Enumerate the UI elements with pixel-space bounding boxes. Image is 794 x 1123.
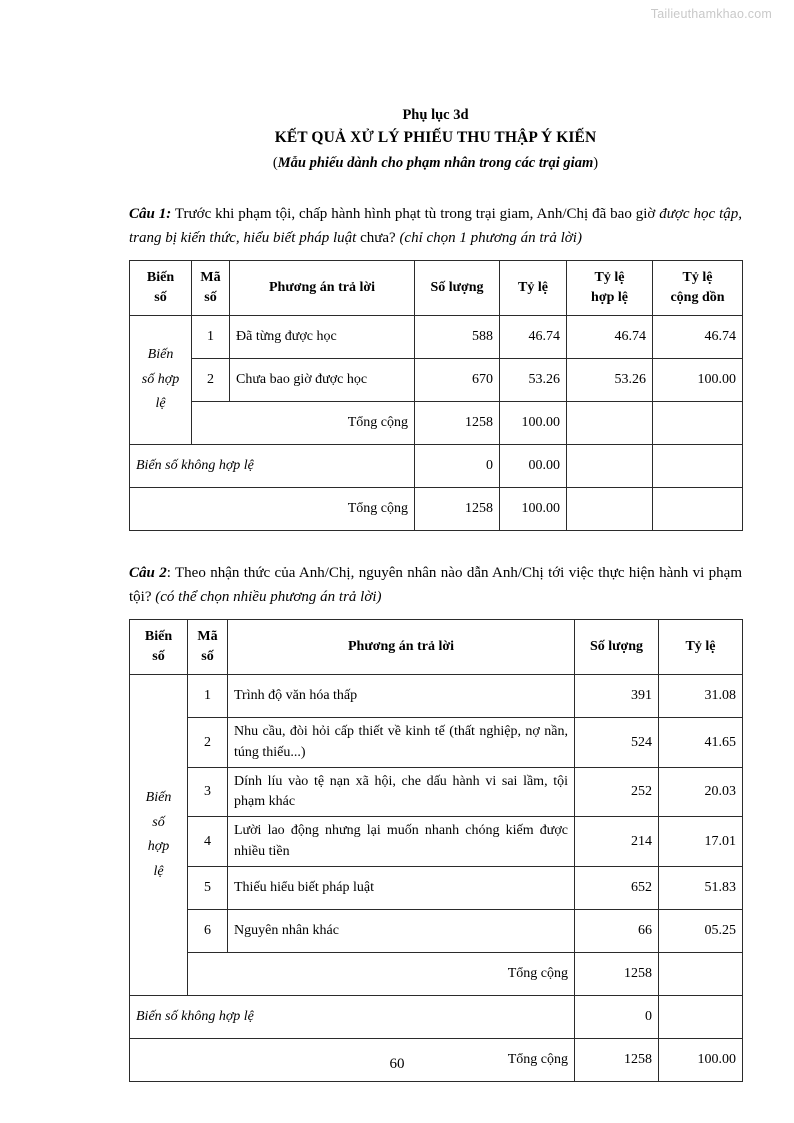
group-label-valid-variable — [130, 316, 192, 445]
th-ma-so — [192, 260, 230, 316]
subtitle-italic-text: Mẫu phiếu dành cho phạm nhân trong các trại giam — [277, 155, 594, 172]
cell-ma-so: 1 — [192, 316, 230, 359]
cell-phuong-an: Nguyên nhân khác — [228, 910, 575, 953]
table-row — [130, 867, 743, 910]
question-1-part2: chưa? — [356, 230, 400, 247]
question-1-text — [129, 202, 742, 251]
invalid-ty-le: 00.00 — [500, 445, 567, 488]
cell-so-luong: 670 — [415, 359, 500, 402]
grandtotal-so-luong: 1258 — [575, 1039, 659, 1082]
cell-ty-le-cong-don: 46.74 — [653, 316, 743, 359]
table-header-row — [130, 619, 743, 675]
subtotal-ty-le-cong-don — [653, 402, 743, 445]
th-bien-so-line1: Biến — [146, 269, 175, 285]
table-grandtotal-row — [130, 488, 743, 531]
th-ty-le-cong-don-line2: cộng dồn — [670, 289, 725, 305]
group-label-line2: số — [152, 814, 165, 830]
cell-ma-so: 5 — [188, 867, 228, 910]
invalid-so-luong: 0 — [575, 996, 659, 1039]
cell-ma-so: 2 — [192, 359, 230, 402]
table-row — [130, 675, 743, 718]
document-content — [129, 104, 742, 1112]
cell-ma-so: 3 — [188, 767, 228, 817]
group-label-valid-variable — [130, 675, 188, 996]
group-label-line3: hợp — [147, 839, 170, 855]
th-ty-le-cong-don-line1: Tỷ lệ — [682, 269, 713, 285]
cell-ty-le-hop-le: 53.26 — [567, 359, 653, 402]
group-label-line2: số hợp — [141, 371, 180, 387]
question-1-italic: được học tập, trang bị kiến thức, hiểu biết pháp luật — [129, 205, 742, 247]
th-phuong-an: Phương án trả lời — [228, 619, 575, 675]
title-block — [129, 104, 742, 176]
invalid-label: Biến số không hợp lệ — [130, 445, 415, 488]
table-subtotal-row — [130, 402, 743, 445]
question-2-part1: : Theo nhận thức của Anh/Chị, nguyên nhân nào dẫn Anh/Chị tới việc thực hiện hành vi phạm tội? — [129, 565, 742, 606]
results-table-question-2 — [129, 619, 743, 1082]
invalid-ty-le-hop-le — [567, 445, 653, 488]
table-subtotal-row — [130, 953, 743, 996]
cell-phuong-an: Lười lao động nhưng lại muốn nhanh chóng kiếm được nhiều tiền — [228, 817, 575, 867]
subtotal-ty-le: 100.00 — [500, 402, 567, 445]
subtotal-ty-le — [659, 953, 743, 996]
group-label-line4: lệ — [153, 863, 164, 879]
question-2-text — [129, 561, 742, 610]
cell-ma-so: 2 — [188, 718, 228, 768]
table-header-row — [130, 260, 743, 316]
subtotal-label: Tổng cộng — [192, 402, 415, 445]
invalid-ty-le — [659, 996, 743, 1039]
th-ty-le-hop-le — [567, 260, 653, 316]
table-row — [130, 817, 743, 867]
watermark-text: Tailieuthamkhao.com — [650, 7, 772, 21]
th-bien-so-line1: Biến — [144, 628, 173, 644]
subtotal-ty-le-hop-le — [567, 402, 653, 445]
question-2-label: Câu 2 — [129, 565, 167, 582]
cell-ty-le: 46.74 — [500, 316, 567, 359]
page-number: 60 — [389, 1056, 405, 1072]
group-label-line1: Biến — [147, 347, 174, 363]
cell-ty-le: 17.01 — [659, 817, 743, 867]
subtitle-close-paren: ) — [593, 155, 599, 172]
cell-ty-le-hop-le: 46.74 — [567, 316, 653, 359]
th-bien-so-line2: số — [152, 648, 165, 664]
document-subtitle — [129, 151, 742, 176]
question-2-note: (có thể chọn nhiều phương án trả lời) — [155, 589, 382, 606]
th-ty-le: Tỷ lệ — [500, 260, 567, 316]
results-table-question-1 — [129, 260, 743, 532]
group-label-line1: Biến — [145, 790, 172, 806]
cell-ma-so: 4 — [188, 817, 228, 867]
appendix-title: Phụ lục 3d — [402, 107, 469, 123]
question-1-label: Câu 1: — [129, 205, 172, 222]
table-row — [130, 316, 743, 359]
document-main-title: KẾT QUẢ XỬ LÝ PHIẾU THU THẬP Ý KIẾN — [274, 129, 597, 147]
th-ma-so-line2: số — [204, 289, 217, 305]
th-bien-so — [130, 260, 192, 316]
th-ty-le-cong-don — [653, 260, 743, 316]
subtotal-so-luong: 1258 — [415, 402, 500, 445]
th-so-luong: Số lượng — [415, 260, 500, 316]
cell-ty-le: 20.03 — [659, 767, 743, 817]
grandtotal-so-luong: 1258 — [415, 488, 500, 531]
cell-ty-le: 41.65 — [659, 718, 743, 768]
cell-so-luong: 391 — [575, 675, 659, 718]
th-ma-so-line1: Mã — [197, 628, 218, 644]
th-bien-so-line2: số — [154, 289, 167, 305]
table-row — [130, 910, 743, 953]
subtotal-label: Tổng cộng — [188, 953, 575, 996]
group-label-line3: lệ — [155, 396, 166, 412]
grandtotal-label: Tổng cộng — [130, 488, 415, 531]
th-so-luong: Số lượng — [575, 619, 659, 675]
th-ma-so — [188, 619, 228, 675]
table-row — [130, 359, 743, 402]
invalid-label: Biến số không hợp lệ — [130, 996, 575, 1039]
cell-so-luong: 524 — [575, 718, 659, 768]
th-ma-so-line2: số — [201, 648, 214, 664]
cell-so-luong: 652 — [575, 867, 659, 910]
table-invalid-row — [130, 996, 743, 1039]
grandtotal-label: Tổng cộng — [130, 1039, 575, 1082]
cell-phuong-an: Nhu cầu, đòi hỏi cấp thiết về kinh tế (thất nghiệp, nợ nần, túng thiếu...) — [228, 718, 575, 768]
cell-phuong-an: Chưa bao giờ được học — [230, 359, 415, 402]
cell-so-luong: 252 — [575, 767, 659, 817]
cell-ma-so: 1 — [188, 675, 228, 718]
cell-ty-le-cong-don: 100.00 — [653, 359, 743, 402]
subtitle-open-paren: ( — [272, 155, 278, 172]
th-ty-le-hop-le-line1: Tỷ lệ — [594, 269, 625, 285]
invalid-so-luong: 0 — [415, 445, 500, 488]
cell-phuong-an: Đã từng được học — [230, 316, 415, 359]
th-ty-le: Tỷ lệ — [659, 619, 743, 675]
cell-phuong-an: Thiếu hiểu biết pháp luật — [228, 867, 575, 910]
cell-so-luong: 588 — [415, 316, 500, 359]
cell-phuong-an: Dính líu vào tệ nạn xã hội, che dấu hành vi sai lầm, tội phạm khác — [228, 767, 575, 817]
cell-ma-so: 6 — [188, 910, 228, 953]
th-phuong-an: Phương án trả lời — [230, 260, 415, 316]
invalid-ty-le-cong-don — [653, 445, 743, 488]
question-1-note: (chỉ chọn 1 phương án trả lời) — [399, 230, 582, 247]
cell-phuong-an: Trình độ văn hóa thấp — [228, 675, 575, 718]
grandtotal-ty-le-hop-le — [567, 488, 653, 531]
cell-ty-le: 53.26 — [500, 359, 567, 402]
cell-so-luong: 66 — [575, 910, 659, 953]
question-1-part1: Trước khi phạm tội, chấp hành hình phạt tù trong trại giam, Anh/Chị đã bao giờ — [171, 205, 660, 222]
cell-ty-le: 31.08 — [659, 675, 743, 718]
subtotal-so-luong: 1258 — [575, 953, 659, 996]
table-invalid-row — [130, 445, 743, 488]
cell-ty-le: 05.25 — [659, 910, 743, 953]
table-row — [130, 718, 743, 768]
th-ty-le-hop-le-line2: hợp lệ — [591, 289, 628, 305]
grandtotal-ty-le: 100.00 — [500, 488, 567, 531]
grandtotal-ty-le: 100.00 — [659, 1039, 743, 1082]
cell-so-luong: 214 — [575, 817, 659, 867]
table-row — [130, 767, 743, 817]
cell-ty-le: 51.83 — [659, 867, 743, 910]
th-bien-so — [130, 619, 188, 675]
th-ma-so-line1: Mã — [200, 269, 221, 285]
grandtotal-ty-le-cong-don — [653, 488, 743, 531]
